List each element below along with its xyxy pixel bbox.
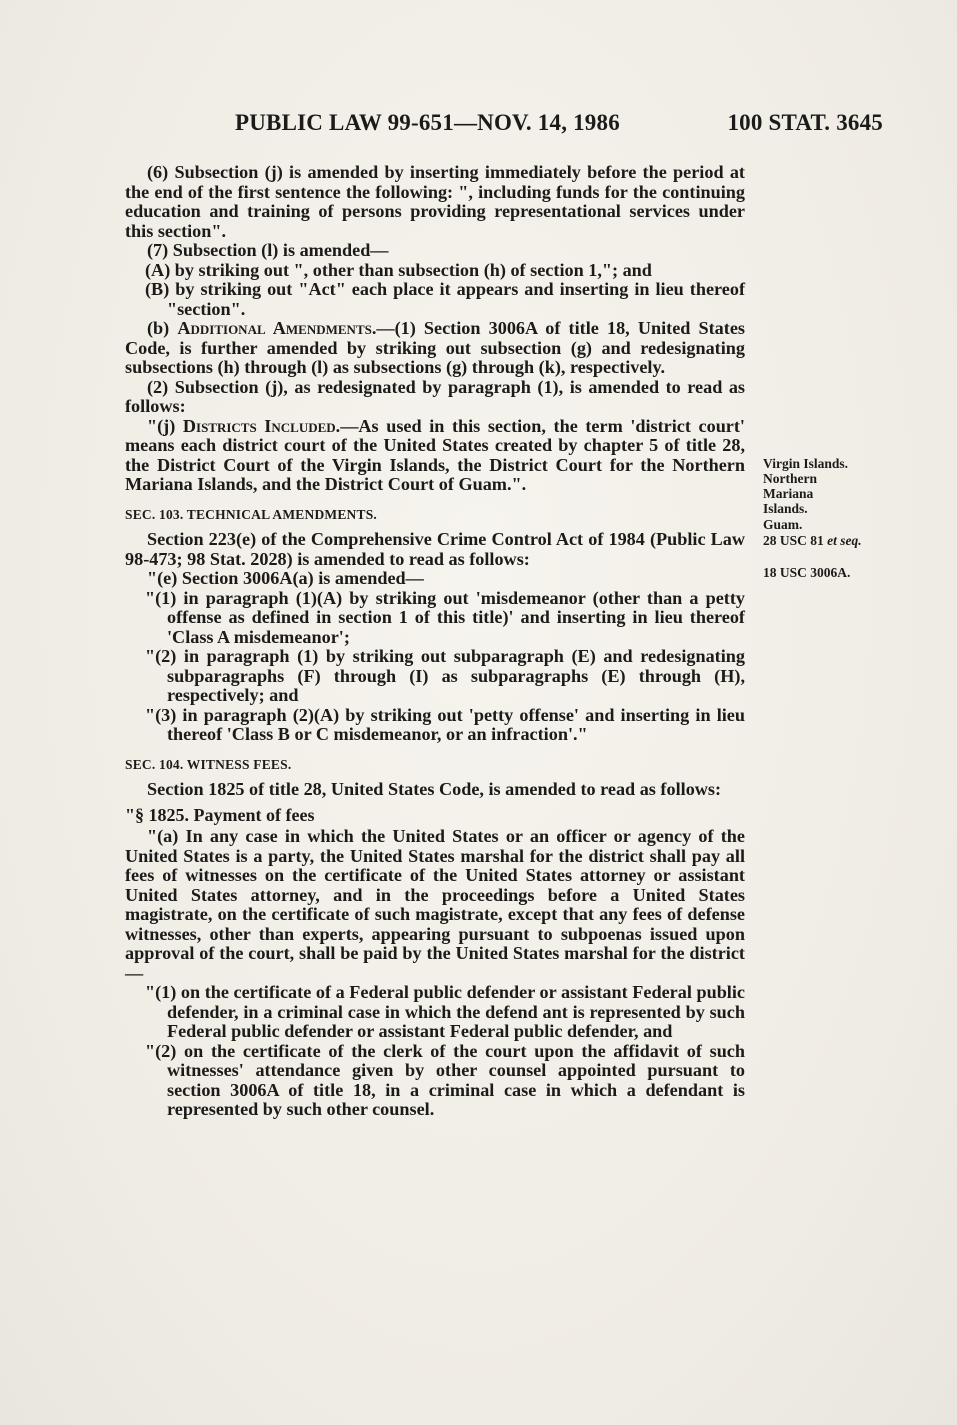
paragraph-6: (6) Subsection (j) is amended by inserting immediately before the period at the end of the first sentence the following: ", including funds for the continuing education and training of persons providing representational services under this section". bbox=[125, 162, 745, 241]
section-103-e-2: "(2) in paragraph (1) by striking out subparagraph (E) and redesignating subparagraphs (F) through (I) as subparagraphs (E) through (H), respectively; and bbox=[145, 646, 745, 705]
section-104-heading: SEC. 104. WITNESS FEES. bbox=[125, 756, 292, 772]
section-104-text: Section 1825 of title 28, United States Code, is amended to read as follows: bbox=[147, 779, 722, 799]
margin-note-18-usc: 18 USC 3006A. bbox=[763, 565, 851, 580]
header-title: PUBLIC LAW 99-651—NOV. 14, 1986 bbox=[235, 110, 620, 135]
section-103-heading: SEC. 103. TECHNICAL AMENDMENTS. bbox=[125, 506, 377, 522]
section-103-e-1: "(1) in paragraph (1)(A) by striking out 'misdemeanor (other than a petty offense as defined in section 1 of this title)' and inserting in lieu thereof 'Class A misdemeanor'; bbox=[145, 587, 745, 647]
margin-note-mariana: Mariana bbox=[763, 486, 814, 501]
paragraph-b-2: (2) Subsection (j), as redesignated by paragraph (1), is amended to read as follows: bbox=[125, 376, 745, 416]
paragraph-b-text: .—(1) Section 3006A of title 18, United States Code, is further amended by striking out subsection (g) and redesignating subsections (h) through (l) as subsections (g) through (k), respectively. bbox=[125, 318, 745, 377]
paragraph-j-text: .—As used in this section, the term 'district court' means each district court of the United States created by chapter 5 of title 28, the District Court of the Virgin Islands, the District Court for the Northern Mariana Islands, and the District Court of Guam.". bbox=[125, 415, 745, 494]
margin-note-islands: Islands. bbox=[763, 501, 808, 516]
paragraph-b-lead: (b) bbox=[147, 318, 178, 338]
paragraph-j-districts bbox=[125, 417, 745, 495]
margin-note-28-usc-main: 28 USC 81 bbox=[763, 533, 828, 548]
section-103-text: Section 223(e) of the Comprehensive Crime Control Act of 1984 (Public Law 98-473; 98 Stat. 2028) is amended to read as follows: bbox=[125, 529, 745, 569]
section-1825-title: "§ 1825. Payment of fees bbox=[125, 804, 315, 825]
paragraph-j-lead: "(j) bbox=[147, 415, 183, 436]
margin-note-guam: Guam. bbox=[763, 517, 803, 532]
paragraph-j-caption: Districts Included bbox=[182, 415, 336, 436]
margin-note-28-usc bbox=[763, 534, 862, 548]
section-1825-a-1: "(1) on the certificate of a Federal public defender or assistant Federal public defender, in a criminal case in which the defend ant is represented by such Federal public defender or assistant Federal public defender, and bbox=[145, 982, 745, 1041]
subparagraph-b: (B) by striking out "Act" each place it appears and inserting in lieu thereof "section". bbox=[145, 279, 745, 319]
section-103-e: "(e) Section 3006A(a) is amended— bbox=[147, 568, 424, 588]
section-1825-a-2: "(2) on the certificate of the clerk of the court upon the affidavit of such witnesses' attendance given by other counsel appointed pursuant to section 3006A of title 18, in a criminal case in which a defendant is represented by such other counsel. bbox=[145, 1040, 745, 1119]
paragraph-b-additional-amendments bbox=[125, 319, 745, 378]
section-1825-a: "(a) In any case in which the United States or an officer or agency of the United States is a party, the United States marshal for the district shall pay all fees of witnesses on the certificate of the United States attorney or assistant United States attorney, and in the proceedings before a United States magistrate, on the certificate of such magistrate, except that any fees of defense witnesses, other than experts, appearing pursuant to subpoenas issued upon approval of the court, shall be paid by the United States marshal for the district— bbox=[125, 826, 745, 983]
body-text bbox=[125, 163, 745, 1120]
margin-note-virgin-islands: Virgin Islands. bbox=[763, 456, 849, 471]
paragraph-7: (7) Subsection (l) is amended— bbox=[147, 240, 389, 260]
margin-note-28-usc-et-seq: et seq. bbox=[827, 533, 862, 548]
section-103-e-3: "(3) in paragraph (2)(A) by striking out 'petty offense' and inserting in lieu thereof 'Class B or C misdemeanor, or an infraction'." bbox=[145, 704, 745, 744]
subparagraph-a: (A) by striking out ", other than subsection (h) of section 1,"; and bbox=[145, 259, 652, 280]
paragraph-b-caption: Additional Amendments bbox=[177, 318, 372, 338]
header-page-number: 100 STAT. 3645 bbox=[727, 110, 883, 135]
margin-note-northern: Northern bbox=[763, 471, 817, 486]
